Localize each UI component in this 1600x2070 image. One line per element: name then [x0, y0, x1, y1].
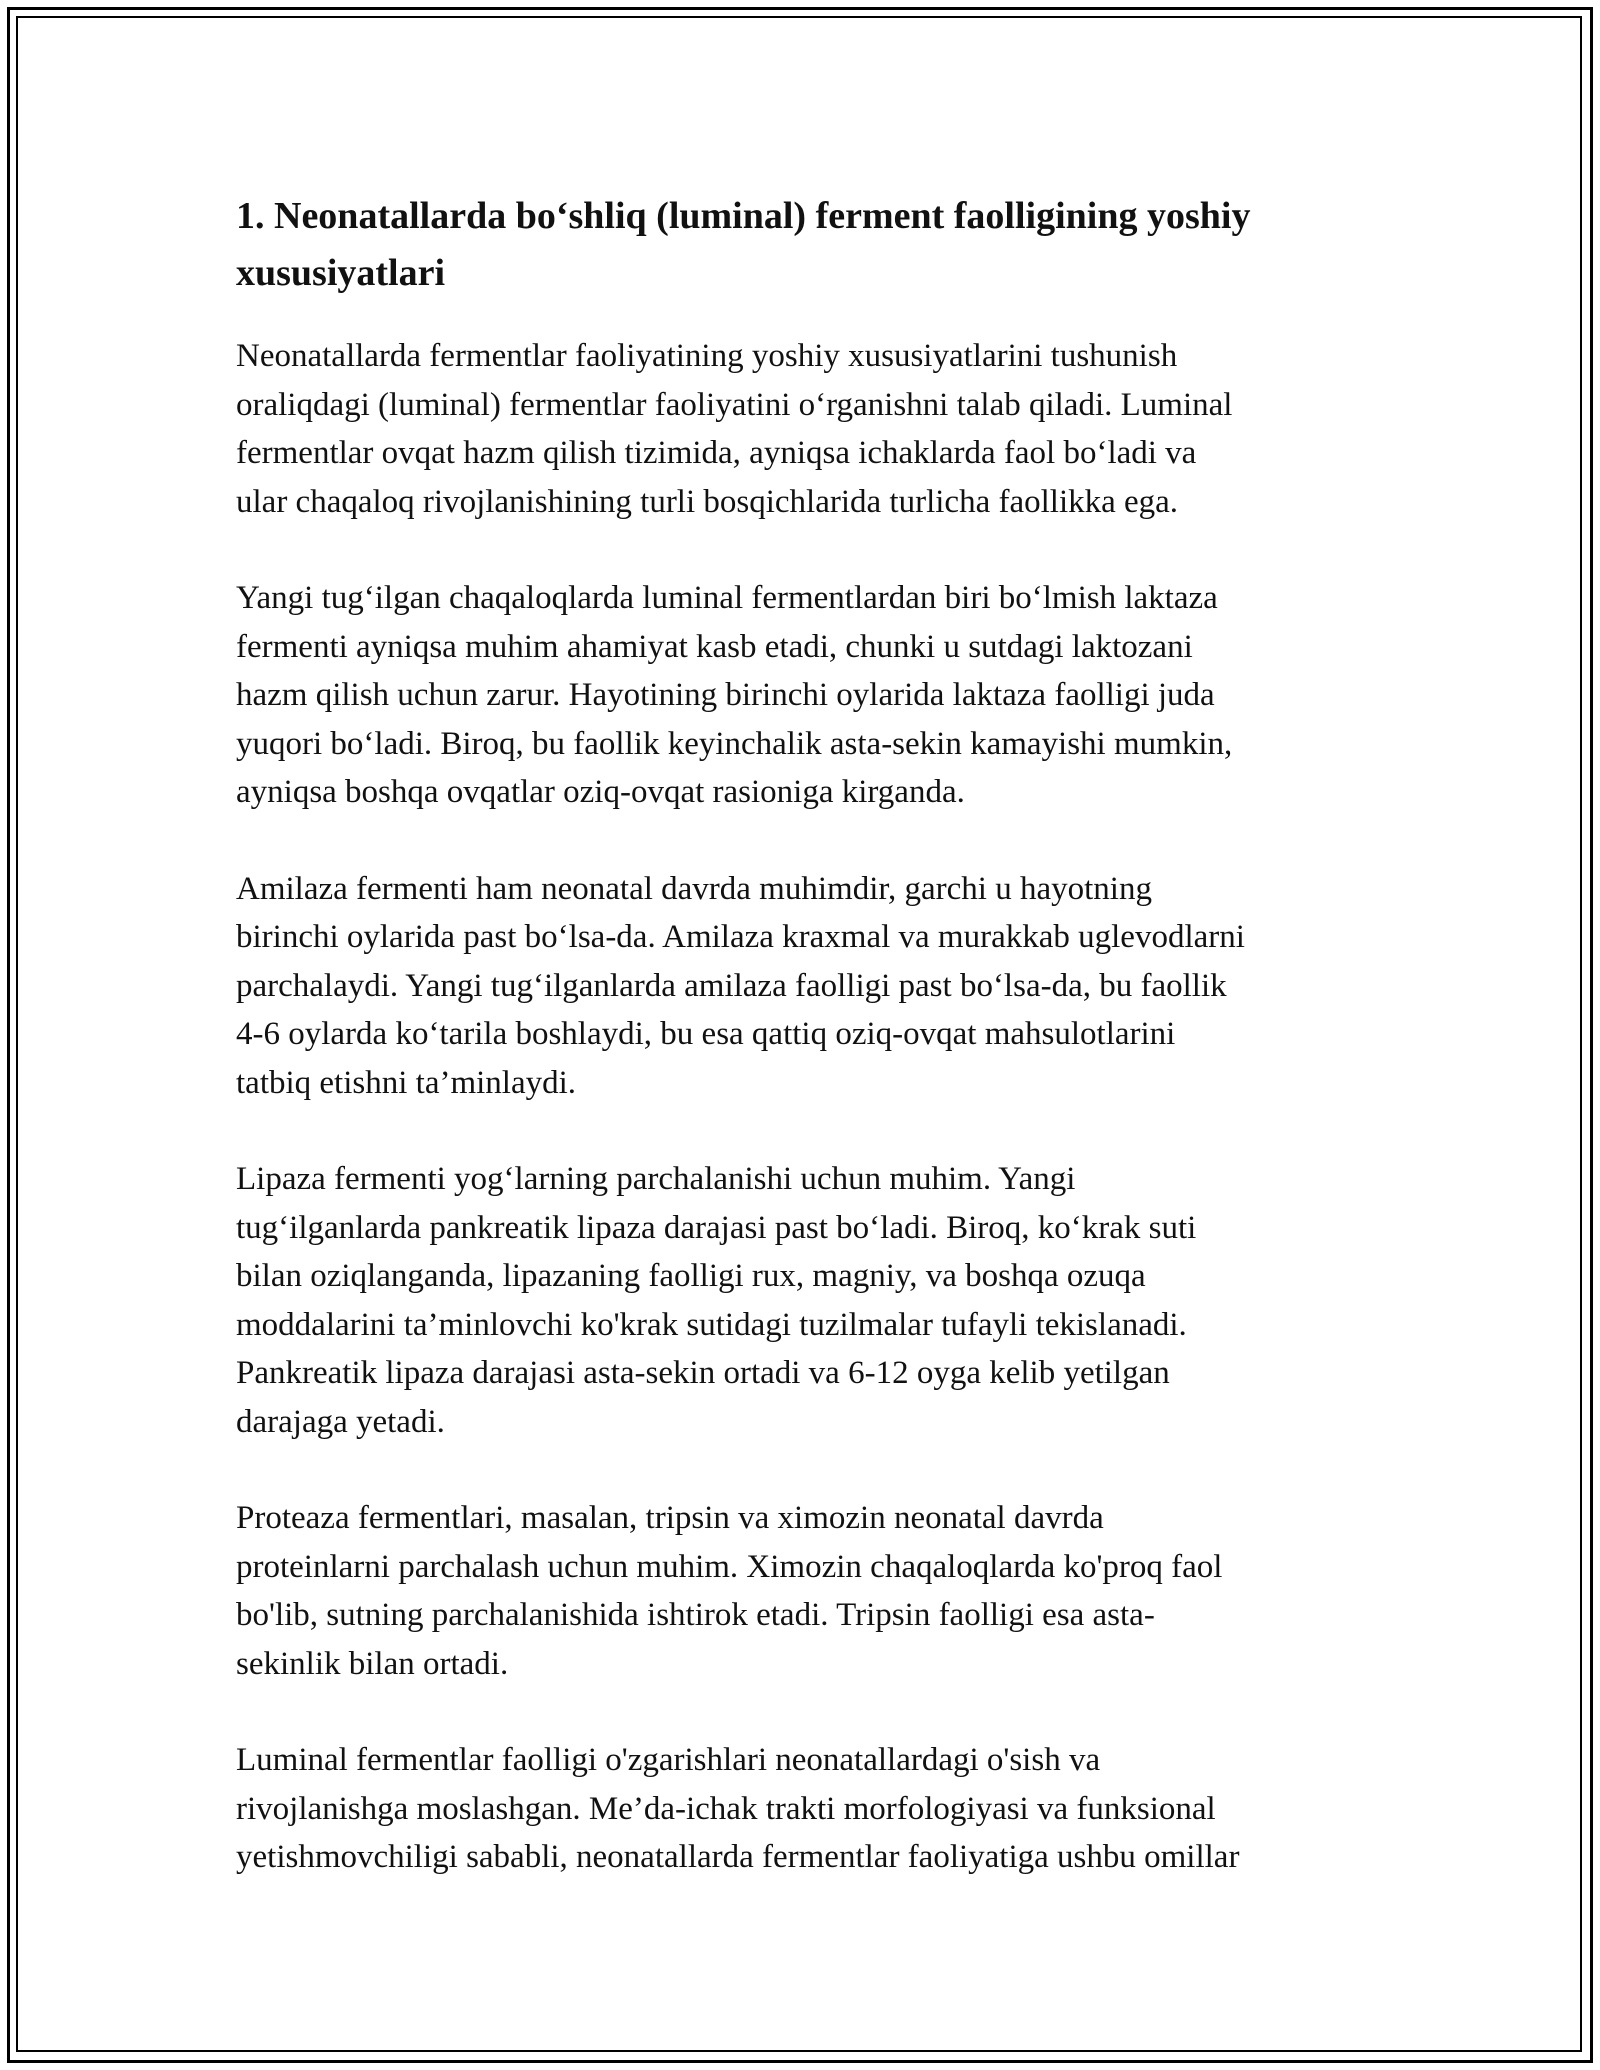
- paragraph-lipase: Lipaza fermenti yog‘larning parchalanishi uchun muhim. Yangi tug‘ilganlarda pankreatik lipaza darajasi past bo‘ladi. Biroq, ko‘krak suti bilan oziqlanganda, lipazaning faolligi rux, magniy, va boshqa ozuqa moddalarini ta’minlovchi ko'krak sutidagi tuzilmalar tufayli tekislanadi. Pankreatik lipaza darajasi asta-sekin ortadi va 6-12 oyga kelib yetilgan darajaga yetadi.: [236, 1161, 1197, 1440]
- paragraph-luminal-changes: Luminal fermentlar faolligi o'zgarishlari neonatallardagi o'sish va rivojlanishga moslashgan. Me’da-ichak trakti morfologiyasi va funksional yetishmovchiligi sababli, neonatallarda fermentlar faoliyatiga ushbu omillar: [236, 1742, 1240, 1875]
- section-heading: 1. Neonatallarda bo‘shliq (luminal) ferment faolligining yoshiy xususiyatlari: [236, 195, 1251, 294]
- paragraph-protease: Proteaza fermentlari, masalan, tripsin va ximozin neonatal davrda proteinlarni parchalash uchun muhim. Ximozin chaqaloqlarda ko'proq faol bo'lib, sutning parchalanishida ishtirok etadi. Tripsin faolligi esa asta- sekinlik bilan ortadi.: [236, 1500, 1223, 1682]
- document-body: [236, 188, 1366, 1930]
- paragraph-lactase-intro: Neonatallarda fermentlar faoliyatining yoshiy xususiyatlarini tushunish oraliqdagi (luminal) fermentlar faoliyatini o‘rganishni talab qiladi. Luminal fermentlar ovqat hazm qilish tizimida, ayniqsa ichaklarda faol bo‘ladi va ular chaqaloq rivojlanishining turli bosqichlarida turlicha faollikka ega.: [236, 338, 1233, 520]
- paragraph-amylase: Amilaza fermenti ham neonatal davrda muhimdir, garchi u hayotning birinchi oylarida past bo‘lsa-da. Amilaza kraxmal va murakkab uglevodlarni parchalaydi. Yangi tug‘ilganlarda amilaza faolligi past bo‘lsa-da, bu faollik 4-6 oylarda ko‘tarila boshlaydi, bu esa qattiq oziq-ovqat mahsulotlarini tatbiq etishni ta’minlaydi.: [236, 870, 1245, 1101]
- paragraph-lactase: Yangi tug‘ilgan chaqaloqlarda luminal fermentlardan biri bo‘lmish laktaza fermenti ayniqsa muhim ahamiyat kasb etadi, chunki u sutdagi laktozani hazm qilish uchun zarur. Hayotining birinchi oylarida laktaza faolligi juda yuqori bo‘ladi. Biroq, bu faollik keyinchalik asta-sekin kamayishi mumkin, ayniqsa boshqa ovqatlar oziq-ovqat rasioniga kirganda.: [236, 580, 1233, 810]
